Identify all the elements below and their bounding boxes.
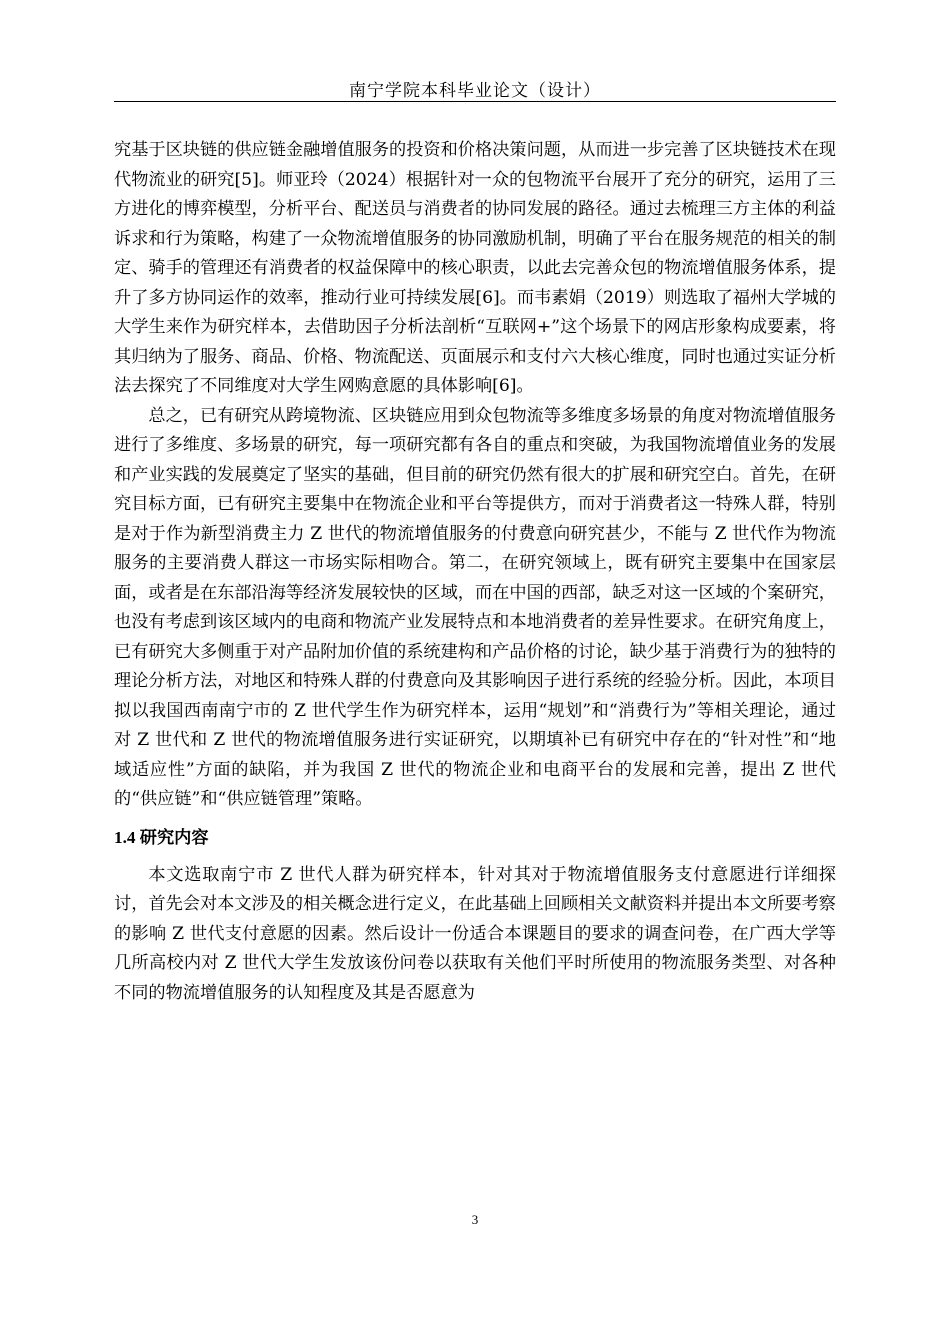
section-heading: 1.4 研究内容: [114, 827, 209, 847]
paragraph-summary: 总之，已有研究从跨境物流、区块链应用到众包物流等多维度多场景的角度对物流增值服务进行了多维度、多场景的研究，每一项研究都有各自的重点和突破，为我国物流增值业务的发展和产业实践的发展奠定了坚实的基础，但目前的研究仍然有很大的扩展和研究空白。首先，在研究目标方面，已有研究主要集中在物流企业和平台等提供方，而对于消费者这一特殊人群，特别是对于作为新型消费主力 Z 世代的物流增值服务的付费意向研究甚少，不能与 Z 世代作为物流服务的主要消费人群这一市场实际相吻合。第二，在研究领域上，既有研究主要集中在国家层面，或者是在东部沿海等经济发展较快的区域，而在中国的西部，缺乏对这一区域的个案研究，也没有考虑到该区域内的电商和物流产业发展特点和本地消费者的差异性要求。在研究角度上，已有研究大多侧重于对产品附加价值的系统建构和产品价格的讨论，缺少基于消费行为的独特的理论分析方法，对地区和特殊人群的付费意向及其影响因子进行系统的经验分析。因此，本项目拟以我国西南南宁市的 Z 世代学生作为研究样本，运用“规划”和“消费行为”等相关理论，通过对 Z 世代和 Z 世代的物流增值服务进行实证研究，以期填补已有研究中存在的“针对性”和“地域适应性”方面的缺陷，并为我国 Z 世代的物流企业和电商平台的发展和完善，提出 Z 世代的“供应链”和“供应链管理”策略。: [114, 405, 836, 809]
page-header-title: 南宁学院本科毕业论文（设计）: [349, 81, 601, 101]
page-number: 3: [471, 1212, 479, 1227]
paragraph-continued: 究基于区块链的供应链金融增值服务的投资和价格决策问题，从而进一步完善了区块链技术在现代物流业的研究[5]。师亚玲（2024）根据针对一众的包物流平台展开了充分的研究，运用了三方进化的博弈模型，分析平台、配送员与消费者的协同发展的路径。通过去梳理三方主体的利益诉求和行为策略，构建了一众物流增值服务的协同激励机制，明确了平台在服务规范的相关的制定、骑手的管理还有消费者的权益保障中的核心职责，以此去完善众包的物流增值服务体系，提升了多方协同运作的效率，推动行业可持续发展[6]。而韦素娟（2019）则选取了福州大学城的大学生来作为研究样本，去借助因子分析法剖析“互联网+”这个场景下的网店形象构成要素，将其归纳为了服务、商品、价格、物流配送、页面展示和支付六大核心维度，同时也通过实证分析法去探究了不同维度对大学生网购意愿的具体影响[6]。: [114, 140, 836, 396]
paragraph-research-content: 本文选取南宁市 Z 世代人群为研究样本，针对其对于物流增值服务支付意愿进行详细探讨，首先会对本文涉及的相关概念进行定义，在此基础上回顾相关文献资料并提出本文所要考察的影响 Z 世代支付意愿的因素。然后设计一份适合本课题目的要求的调查问卷，在广西大学等几所高校内对 Z 世代大学生发放该份问卷以获取有关他们平时所使用的物流服务类型、对各种不同的物流增值服务的认知程度及其是否愿意为: [114, 864, 836, 1003]
header-divider: [114, 101, 836, 102]
page-body: [114, 136, 836, 1008]
